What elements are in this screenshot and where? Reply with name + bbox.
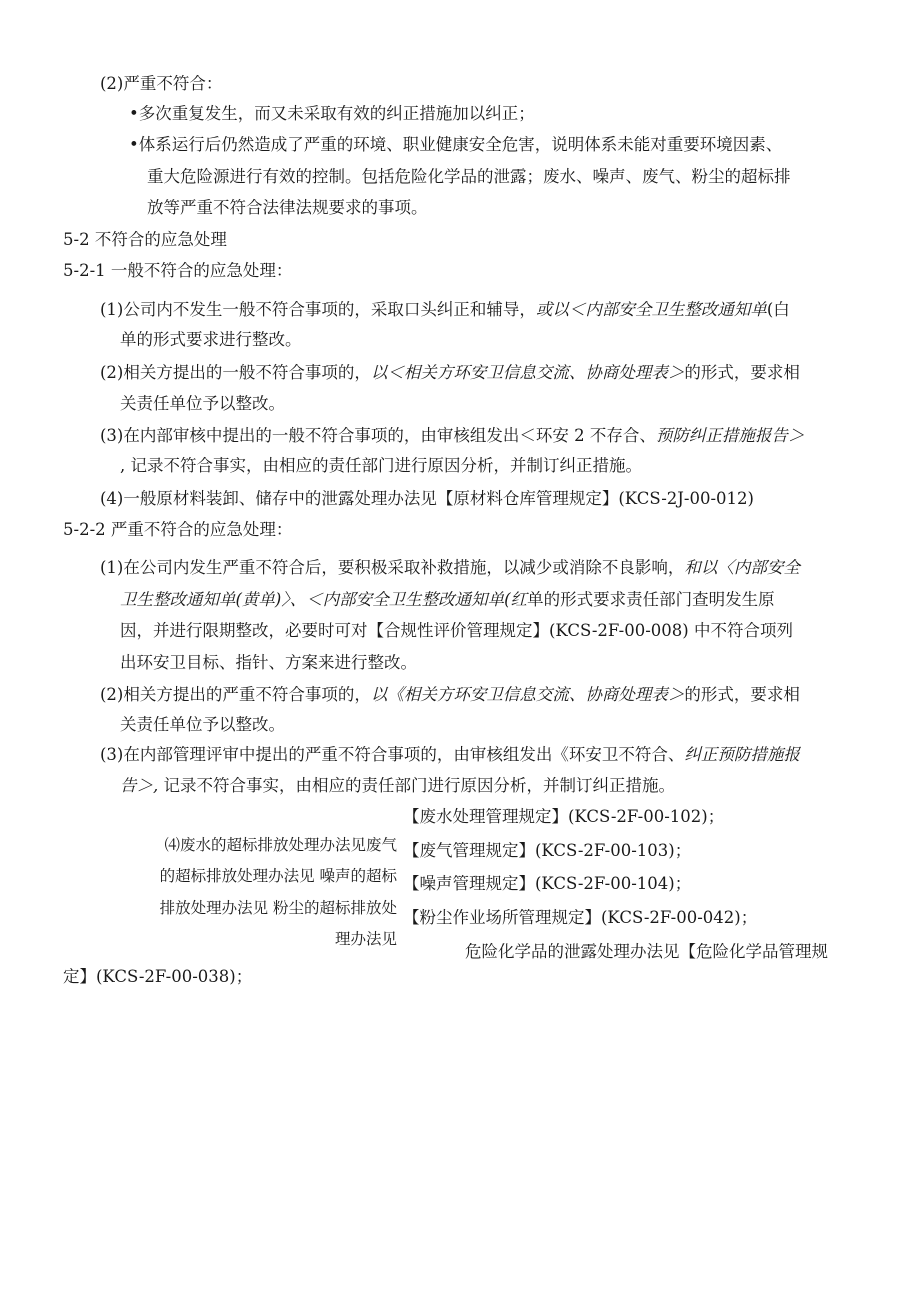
paragraph: (3)在内部审核中提出的一般不符合事项的，由审核组发出＜环安 2 不存合、预防纠正措施报告＞: [100, 426, 805, 445]
paragraph-cont: 告＞, 记录不符合事实，由相应的责任部门进行原因分析，并制订纠正措施。: [120, 776, 675, 795]
q4-left-line: 理办法见: [334, 930, 397, 948]
bullet-item: •多次重复发生，而又未采取有效的纠正措施加以纠正；: [129, 104, 535, 123]
paragraph-cont: 卫生整改通知单(黄单)〉、＜内部安全卫生整改通知单(红单的形式要求责任部门查明发生原: [120, 590, 775, 609]
paragraph: (2)相关方提出的严重不符合事项的，以《相关方环安卫信息交流、协商处理表＞的形式，要求相: [100, 685, 800, 704]
regulation-ref: 【粉尘作业场所管理规定】(KCS-2F-00-042)；: [403, 908, 758, 927]
regulation-ref: 【噪声管理规定】(KCS-2F-00-104)；: [403, 874, 692, 893]
subsection-title: 5-2-1 一般不符合的应急处理：: [63, 261, 293, 280]
paragraph: (3)在内部管理评审中提出的严重不符合事项的，由审核组发出《环安卫不符合、纠正预防措施报: [100, 745, 800, 764]
paragraph-cont: 关责任单位予以整改。: [120, 394, 285, 413]
subsection-title: 5-2-2 严重不符合的应急处理：: [63, 520, 293, 539]
paragraph-cont: 关责任单位予以整改。: [120, 715, 285, 734]
hazard-line-cont: 定】(KCS-2F-00-038)；: [63, 967, 253, 986]
bullet-item-cont: 放等严重不符合法律法规要求的事项。: [147, 198, 428, 217]
section-heading-serious: (2)严重不符合：: [100, 74, 223, 93]
regulation-ref: 【废气管理规定】(KCS-2F-00-103)；: [403, 841, 692, 860]
paragraph-cont: 单的形式要求进行整改。: [120, 330, 302, 349]
paragraph: (1)在公司内发生严重不符合后，要积极采取补救措施，以减少或消除不良影响，和以〈内部安全: [100, 558, 800, 577]
paragraph: (2)相关方提出的一般不符合事项的，以＜相关方环安卫信息交流、协商处理表＞的形式，要求相: [100, 363, 800, 382]
bullet-item-cont: 重大危险源进行有效的控制。包括危险化学品的泄露；废水、噪声、废气、粉尘的超标排: [147, 167, 791, 186]
q4-left-line: 的超标排放处理办法见 噪声的超标: [159, 867, 397, 885]
section-title: 5-2 不符合的应急处理: [63, 230, 227, 249]
paragraph-cont: 出环安卫目标、指针、方案来进行整改。: [120, 653, 417, 672]
paragraph: (1)公司内不发生一般不符合事项的，采取口头纠正和辅导，或以＜内部安全卫生整改通知单(白: [100, 300, 790, 319]
q4-left-line: 排放处理办法见 粉尘的超标排放处: [159, 899, 397, 917]
bullet-item: •体系运行后仍然造成了严重的环境、职业健康安全危害，说明体系未能对重要环境因素、: [129, 135, 783, 154]
paragraph-cont: 因，并进行限期整改，必要时可对【合规性评价管理规定】(KCS-2F-00-008) 中不符合项列: [120, 621, 793, 640]
hazard-line: 危险化学品的泄露处理办法见【危险化学品管理规: [465, 942, 828, 961]
regulation-ref: 【废水处理管理规定】(KCS-2F-00-102)；: [403, 807, 725, 826]
q4-left-line: ⑷废水的超标排放处理办法见废气: [164, 836, 397, 854]
paragraph: (4)一般原材料装卸、储存中的泄露处理办法见【原材料仓库管理规定】(KCS-2J-00-012): [100, 489, 754, 508]
paragraph-cont: , 记录不符合事实，由相应的责任部门进行原因分析，并制订纠正措施。: [120, 456, 642, 475]
